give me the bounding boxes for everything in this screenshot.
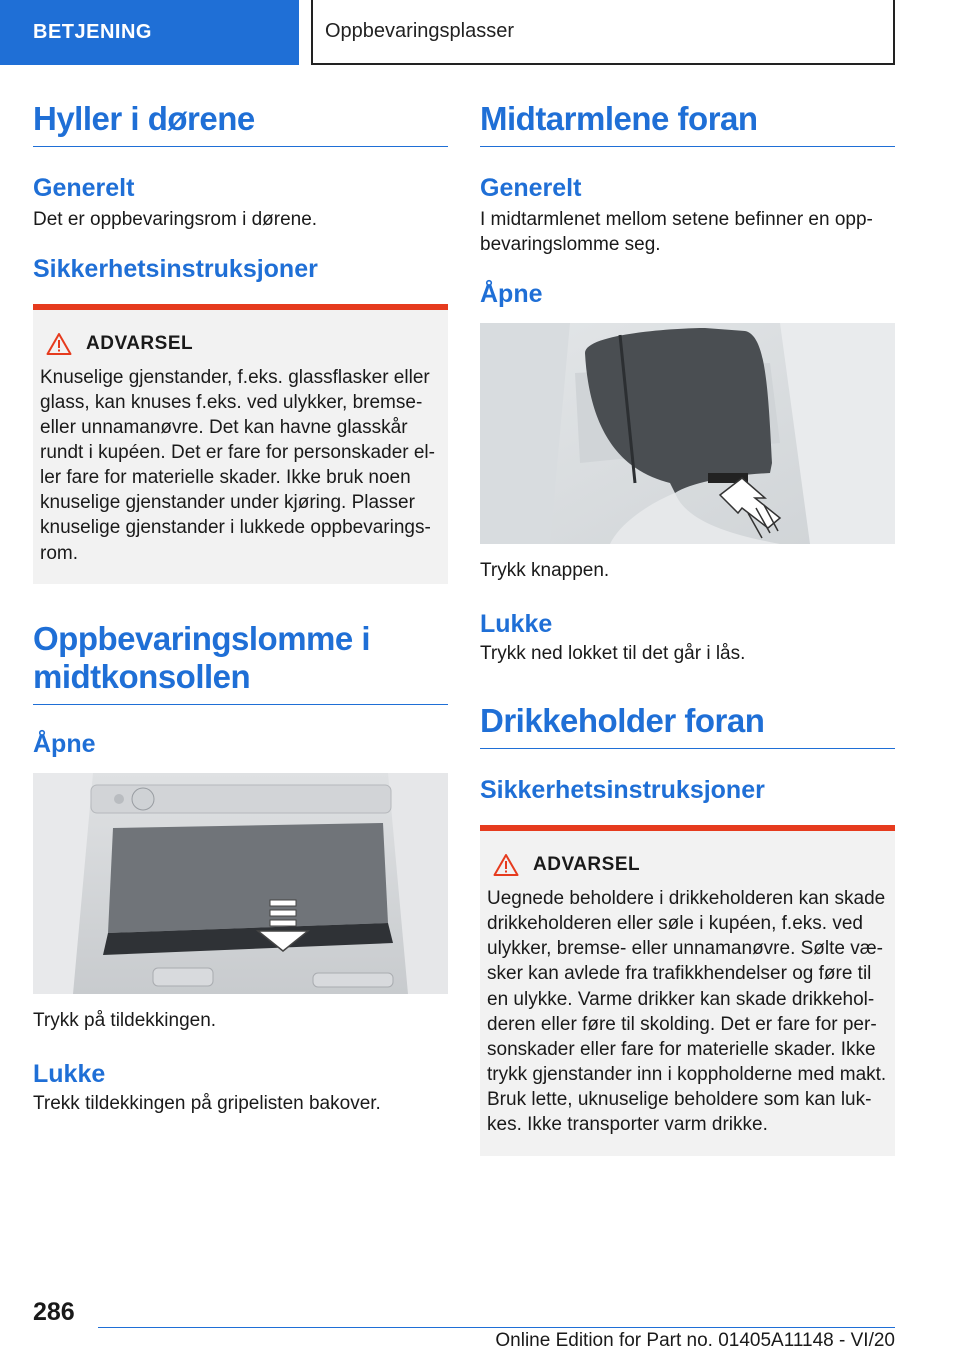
console-photo [33, 773, 448, 994]
page-number: 286 [33, 1298, 75, 1326]
heading-cup-holder: Drikkeholder foran [480, 702, 895, 749]
chapter-label: Oppbevaringsplasser [325, 20, 514, 42]
heading-open-armrest: Åpne [480, 280, 543, 309]
left-column [33, 100, 448, 1116]
armrest-photo [480, 323, 895, 544]
heading-close-armrest: Lukke [480, 610, 553, 639]
heading-console-storage: Oppbevaringslomme i midtkonsollen [33, 620, 448, 705]
chapter-header [311, 0, 895, 65]
heading-safety-cup: Sikkerhetsinstruksjoner [480, 776, 765, 805]
text-general: Det er oppbevaringsrom i dørene. [33, 208, 318, 230]
warning-triangle-icon [493, 853, 519, 877]
edition-text: Online Edition for Part no. 01405A11148 - VI/20 [495, 1330, 895, 1351]
warning-triangle-icon [46, 332, 72, 356]
warning-title-cup: ADVARSEL [533, 854, 641, 876]
text-general-armrest: I midtarmlenet mellom setene befinner en opp- bevaringslomme seg. [480, 208, 873, 256]
heading-general: Generelt [33, 173, 135, 202]
warning-box-cup [480, 825, 895, 1156]
heading-armrest: Midtarmlene foran [480, 100, 895, 147]
warning-header-cup [487, 853, 887, 877]
heading-general-armrest: Generelt [480, 173, 582, 202]
text-close: Trekk tildekkingen på gripelisten bakover. [33, 1092, 381, 1114]
warning-box [33, 304, 448, 584]
right-column [480, 100, 895, 1156]
section-tab [0, 0, 299, 65]
section-label: BETJENING [33, 21, 152, 43]
text-open-armrest: Trykk knappen. [480, 560, 610, 582]
heading-close: Lukke [33, 1059, 106, 1088]
text-close-armrest: Trykk ned lokket til det går i lås. [480, 643, 746, 665]
warning-text-cup: Uegnede beholdere i drikkeholderen kan skade drikkeholderen eller søle i kupéen, f.eks. ved ulykker, bremse- eller unnamanøvre. Sølte væ- sker kan avlede fra trafikkhendelser og føre til en ulykke. Varme drikker kan skade drikkehol- deren eller føre til skolding. Det er fare for per- sonskader eller fare for materielle skader. Ikke trykk gjenstander inn i koppholderne med makt. Bruk lette, uknuselige beholdere som kan luk- kes. Ikke transporter varm drikke. [487, 888, 887, 1135]
warning-text: Knuselige gjenstander, f.eks. glassflasker eller glass, kan knuses f.eks. ved ulykker, bremse- eller unnamanøvre. Det kan havne glasskår rundt i kupéen. Det er fare for personskader el- ler fare for materielle skader. Ikke bruk noen knuselige gjenstander under kjøring. Plasser knuselige gjenstander i lukkede oppbevarings- rom. [40, 367, 435, 564]
heading-safety: Sikkerhetsinstruksjoner [33, 255, 318, 284]
text-open: Trykk på tildekkingen. [33, 1009, 217, 1031]
heading-door-shelves: Hyller i dørene [33, 100, 448, 147]
heading-open: Åpne [33, 729, 96, 758]
warning-header [40, 332, 440, 356]
warning-title: ADVARSEL [86, 333, 194, 355]
footer-rule [98, 1327, 895, 1328]
